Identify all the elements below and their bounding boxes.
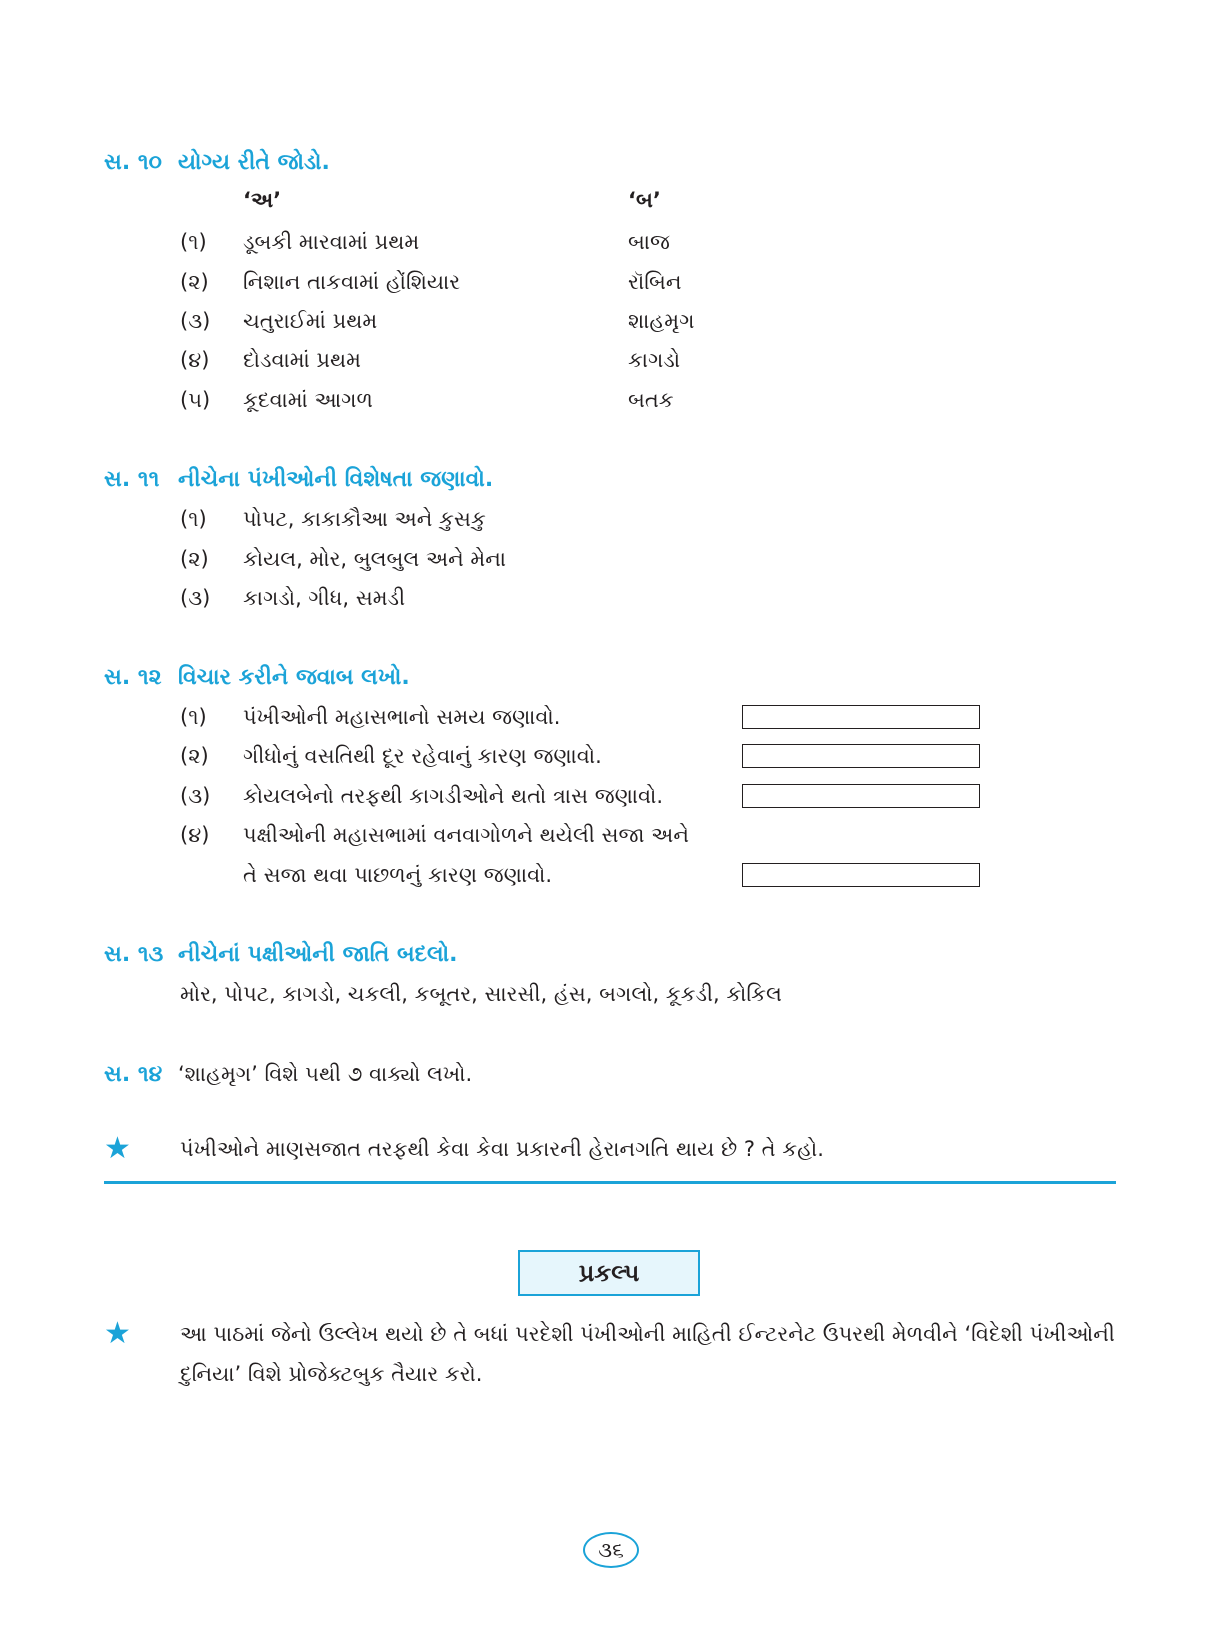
answer-box[interactable] bbox=[742, 863, 980, 887]
q10-row-right: બતક bbox=[628, 388, 674, 412]
q11-item-text: કોયલ, મોર, બુલબુલ અને મેના bbox=[243, 547, 507, 571]
answer-box[interactable] bbox=[742, 744, 980, 768]
star-icon: ★ bbox=[104, 1131, 131, 1166]
q10-row-number: (૨) bbox=[180, 270, 209, 294]
page-number-badge bbox=[583, 1532, 639, 1568]
q12-item-text: પંખીઓની મહાસભાનો સમય જણાવો. bbox=[243, 705, 561, 729]
q10-title: યોગ્ય રીતે જોડો. bbox=[178, 150, 330, 175]
answer-box[interactable] bbox=[742, 784, 980, 808]
q11-number: સ. ૧૧ bbox=[104, 467, 160, 492]
q10-row-left: નિશાન તાકવામાં હોંશિયાર bbox=[243, 270, 461, 294]
q10-row-number: (૧) bbox=[180, 230, 207, 254]
q11-item-number: (૩) bbox=[180, 586, 211, 610]
q10-column-a-header: ‘અ’ bbox=[243, 188, 282, 212]
project-text-line1: આ પાઠમાં જેનો ઉલ્લેખ થયો છે તે બધાં પરદેશી પંખીઓની માહિતી ઈન્ટરનેટ ઉપરથી મેળવીને ‘વિદેશી પંખીઓની bbox=[180, 1322, 1115, 1346]
q12-number: સ. ૧૨ bbox=[104, 665, 162, 690]
q10-number: સ. ૧૦ bbox=[104, 150, 162, 175]
q14-text: ‘શાહમૃગ’ વિશે ૫થી ૭ વાક્યો લખો. bbox=[178, 1062, 473, 1086]
q10-row-left: ડૂબકી મારવામાં પ્રથમ bbox=[243, 230, 420, 254]
q11-item-text: કાગડો, ગીધ, સમડી bbox=[243, 586, 406, 610]
q10-row-number: (૩) bbox=[180, 309, 211, 333]
q10-row-right: શાહમૃગ bbox=[628, 309, 695, 333]
activity-text: પંખીઓને માણસજાત તરફથી કેવા કેવા પ્રકારની હેરાનગતિ થાય છે ? તે કહો. bbox=[180, 1137, 824, 1161]
q11-item-number: (૨) bbox=[180, 547, 209, 571]
q12-item-number: (૧) bbox=[180, 705, 207, 729]
q10-row-left: કૂદવામાં આગળ bbox=[243, 388, 373, 412]
q10-column-b-header: ‘બ’ bbox=[628, 188, 661, 212]
star-icon: ★ bbox=[104, 1316, 131, 1351]
project-heading-box bbox=[518, 1250, 700, 1296]
q10-row-number: (૪) bbox=[180, 348, 210, 372]
q11-item-text: પોપટ, કાકાકૌઆ અને કુસકુ bbox=[243, 507, 486, 531]
page-number: ૩૬ bbox=[598, 1537, 624, 1562]
q10-row-right: બાજ bbox=[628, 230, 670, 254]
q10-row-right: કાગડો bbox=[628, 348, 681, 372]
project-text-line2: દુનિયા’ વિશે પ્રોજેક્ટબુક તૈયાર કરો. bbox=[180, 1362, 483, 1386]
answer-box[interactable] bbox=[742, 705, 980, 729]
q12-item-number: (૨) bbox=[180, 744, 209, 768]
q12-item-text: પક્ષીઓની મહાસભામાં વનવાગોળને થયેલી સજા અને bbox=[243, 823, 689, 847]
section-divider bbox=[104, 1181, 1116, 1184]
q13-number: સ. ૧૩ bbox=[104, 942, 164, 967]
q12-item-text: ગીધોનું વસતિથી દૂર રહેવાનું કારણ જણાવો. bbox=[243, 744, 602, 768]
q12-item-text: કોયલબેનો તરફથી કાગડીઓને થતો ત્રાસ જણાવો. bbox=[243, 784, 664, 808]
q10-row-number: (૫) bbox=[180, 388, 211, 412]
q14-number: સ. ૧૪ bbox=[104, 1062, 163, 1087]
q12-title: વિચાર કરીને જવાબ લખો. bbox=[178, 665, 410, 690]
q12-item-number: (૩) bbox=[180, 784, 211, 808]
q10-row-left: દોડવામાં પ્રથમ bbox=[243, 348, 361, 372]
q12-item-number: (૪) bbox=[180, 823, 210, 847]
q11-title: નીચેના પંખીઓની વિશેષતા જણાવો. bbox=[178, 467, 494, 492]
q10-row-left: ચતુરાઈમાં પ્રથમ bbox=[243, 309, 378, 333]
q13-title: નીચેનાં પક્ષીઓની જાતિ બદલો. bbox=[178, 942, 458, 967]
q11-item-number: (૧) bbox=[180, 507, 207, 531]
project-heading: પ્રકલ્પ bbox=[578, 1259, 640, 1287]
q12-item-text-continued: તે સજા થવા પાછળનું કારણ જણાવો. bbox=[243, 863, 553, 887]
q10-row-right: રૉબિન bbox=[628, 270, 682, 294]
q13-bird-list: મોર, પોપટ, કાગડો, ચકલી, કબૂતર, સારસી, હંસ, બગલો, કૂકડી, કોકિલ bbox=[180, 982, 782, 1006]
